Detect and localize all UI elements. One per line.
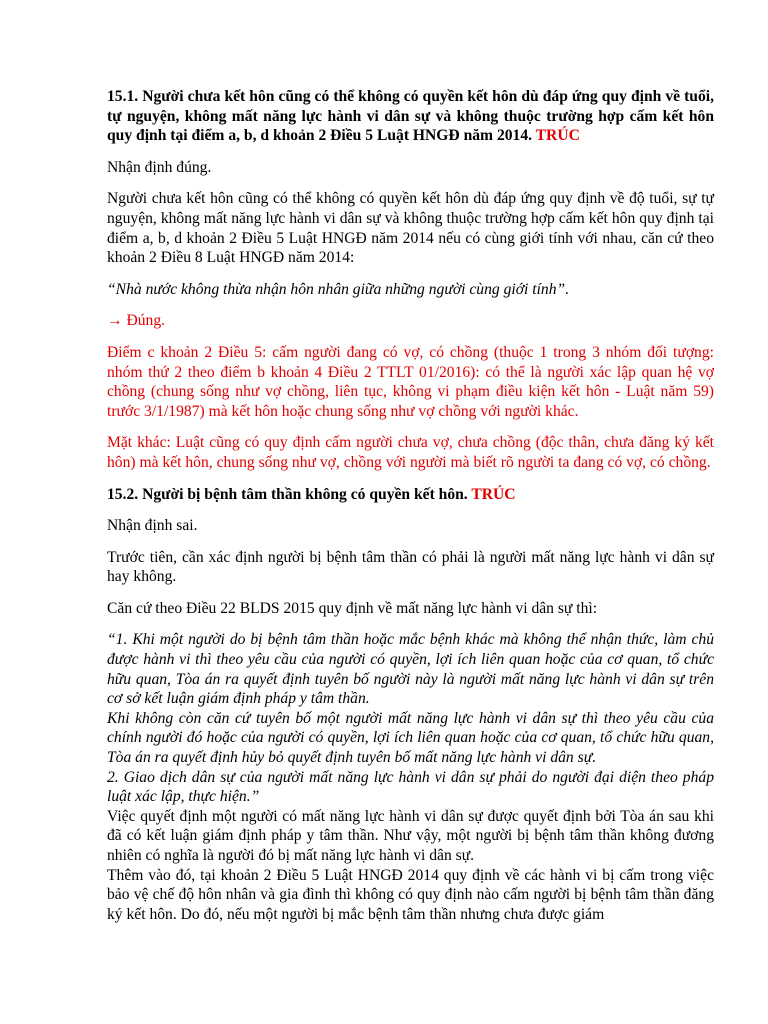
arrow-note-15-1: → Đúng. xyxy=(107,312,166,330)
quote-line: “1. Khi một người do bị bệnh tâm thần hoặc mắc bệnh khác mà không thể nhận thức, làm chủ được hành vi thì theo yêu cầu của người có quyền, lợi ích liên quan hoặc của cơ quan, tổ chức hữu quan, Tòa án ra quyết định tuyên bố người này là người mất năng lực hành vi dân sự trên cơ sở kết luận giám định pháp y tâm thần. xyxy=(107,631,714,708)
question-15-2 xyxy=(107,485,714,505)
intro-15-2: Trước tiên, cần xác định người bị bệnh tâm thần có phải là người mất năng lực hành vi dân sự hay không. xyxy=(107,548,714,586)
note-other: Mặt khác: Luật cũng có quy định cấm người chưa vợ, chưa chồng (độc thân, chưa đăng ký kết hôn) mà kết hôn, chung sống như vợ, chồng với người mà biết rõ người ta đang có vợ, có chồng. xyxy=(107,434,714,471)
verdict-15-2: Nhận định sai. xyxy=(107,517,198,535)
article-22-quote xyxy=(107,630,714,806)
question-15-1-tag: TRÚC xyxy=(535,127,580,145)
note-point-c: Điểm c khoản 2 Điều 5: cấm người đang có vợ, có chồng (thuộc 1 trong 3 nhóm đối tượng: nhóm thứ 2 theo điểm b khoản 4 Điều 2 TTLT 01/2016): có thể là người xác lập quan hệ vợ chồng (chung sống như vợ chồng, liên tục, không vi phạm điều kiện kết hôn - Luật năm 59) trước 3/1/1987) mà kết hôn hoặc chung sống như vợ chồng với người khác. xyxy=(107,343,714,420)
quote-line: 2. Giao dịch dân sự của người mất năng lực hành vi dân sự phải do người đại diện theo pháp luật xác lập, thực hiện.” xyxy=(107,768,714,806)
question-15-2-tag: TRÚC xyxy=(471,485,516,503)
quote-15-1: “Nhà nước không thừa nhận hôn nhân giữa những người cùng giới tính”. xyxy=(107,280,570,298)
quote-line: Khi không còn căn cứ tuyên bố một người mất năng lực hành vi dân sự thì theo yêu cầu của chính người đó hoặc của người có quyền, lợi ích liên quan hoặc của cơ quan, tổ chức hữu quan, Tòa án ra quyết định hủy bỏ quyết định tuyên bố mất năng lực hành vi dân sự. xyxy=(107,709,714,767)
question-15-1 xyxy=(107,87,714,146)
question-15-2-text: 15.2. Người bị bệnh tâm thần không có quyền kết hôn. xyxy=(107,485,468,503)
verdict-15-1: Nhận định đúng. xyxy=(107,158,212,176)
question-15-1-text: 15.1. Người chưa kết hôn cũng có thể không có quyền kết hôn dù đáp ứng quy định về tuổi, tự nguyện, không mất năng lực hành vi dân sự và không thuộc trường hợp cấm kết hôn quy định tại điểm a, b, d khoản 2 Điều 5 Luật HNGĐ năm 2014. xyxy=(107,88,714,145)
basis-15-2: Căn cứ theo Điều 22 BLDS 2015 quy định về mất năng lực hành vi dân sự thì: xyxy=(107,599,598,617)
paragraph-decision: Việc quyết định một người có mất năng lực hành vi dân sự được quyết định bởi Tòa án sau khi đã có kết luận giám định pháp y tâm thần. Như vậy, một người bị bệnh tâm thần không đương nhiên có nghĩa là người đó bị mất năng lực hành vi dân sự. xyxy=(107,807,714,864)
paragraph-additional: Thêm vào đó, tại khoản 2 Điều 5 Luật HNGĐ 2014 quy định về các hành vi bị cấm trong việc bảo vệ chế độ hôn nhân và gia đình thì không có quy định nào cấm người bị bệnh tâm thần đăng ký kết hôn. Do đó, nếu một người bị mắc bệnh tâm thần nhưng chưa được giám xyxy=(107,866,714,923)
explanation-15-1: Người chưa kết hôn cũng có thể không có quyền kết hôn dù đáp ứng quy định về độ tuổi, sự tự nguyện, không mất năng lực hành vi dân sự và không thuộc trường hợp cấm kết hôn quy định tại điểm a, b, d khoản 2 Điều 5 Luật HNGĐ năm 2014 nếu có cùng giới tính với nhau, căn cứ theo khoản 2 Điều 8 Luật HNGĐ năm 2014: xyxy=(107,190,714,267)
